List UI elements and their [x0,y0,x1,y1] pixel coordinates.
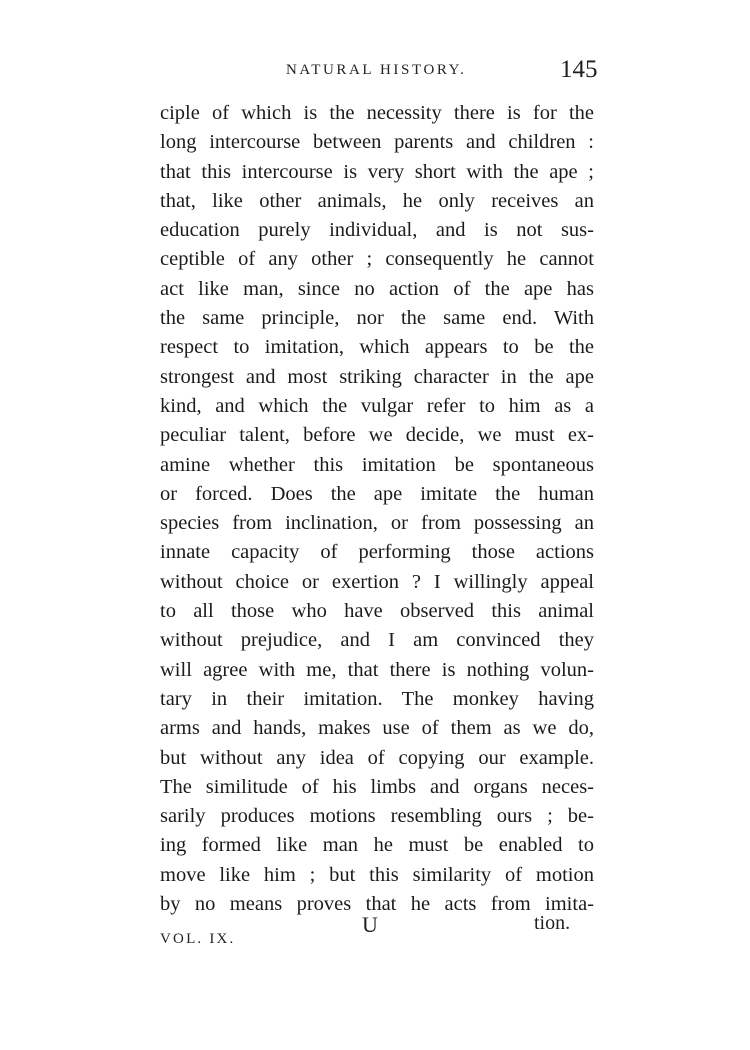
text-line: ceptible of any other ; consequently he cannot [160,248,594,271]
text-line: will agree with me, that there is nothing volun- [160,658,594,681]
text-line: without choice or exertion ? I willingly appeal [160,570,594,593]
text-line: innate capacity of performing those actions [160,541,594,564]
text-line: that, like other animals, he only receives an [160,189,594,212]
running-head: NATURAL HISTORY. [286,62,467,78]
text-line: respect to imitation, which appears to be the [160,336,594,359]
text-line: amine whether this imitation be spontaneous [160,453,594,476]
text-line: by no means proves that he acts from imita- [160,893,594,916]
text-line: species from inclination, or from possessing an [160,512,594,535]
text-line: education purely individual, and is not sus- [160,219,594,242]
text-line: kind, and which the vulgar refer to him as a [160,394,594,417]
catchword: tion. [534,912,571,934]
text-line: ciple of which is the necessity there is for the [160,102,594,124]
text-line: sarily produces motions resembling ours ; be- [160,805,594,828]
body-text [160,99,594,919]
page-number: 145 [560,56,598,83]
text-line: strongest and most striking character in the ape [160,365,594,388]
text-line: tary in their imitation. The monkey having [160,687,594,710]
volume-mark: VOL. IX. [160,931,236,947]
text-line: move like him ; but this similarity of motion [160,863,594,886]
text-line: or forced. Does the ape imitate the human [160,482,594,505]
text-line: peculiar talent, before we decide, we must ex- [160,424,594,447]
text-line: ing formed like man he must be enabled to [160,834,594,857]
text-line: arms and hands, makes use of them as we do, [160,717,594,740]
signature-mark: U [362,912,378,937]
text-line: that this intercourse is very short with the ape ; [160,160,594,183]
text-line: long intercourse between parents and children : [160,131,594,154]
text-line: The similitude of his limbs and organs neces- [160,775,594,798]
text-line: the same principle, nor the same end. With [160,307,594,330]
text-line: without prejudice, and I am convinced they [160,629,594,652]
text-line: act like man, since no action of the ape has [160,277,594,300]
text-line: to all those who have observed this animal [160,600,594,623]
text-line: but without any idea of copying our example. [160,746,594,769]
